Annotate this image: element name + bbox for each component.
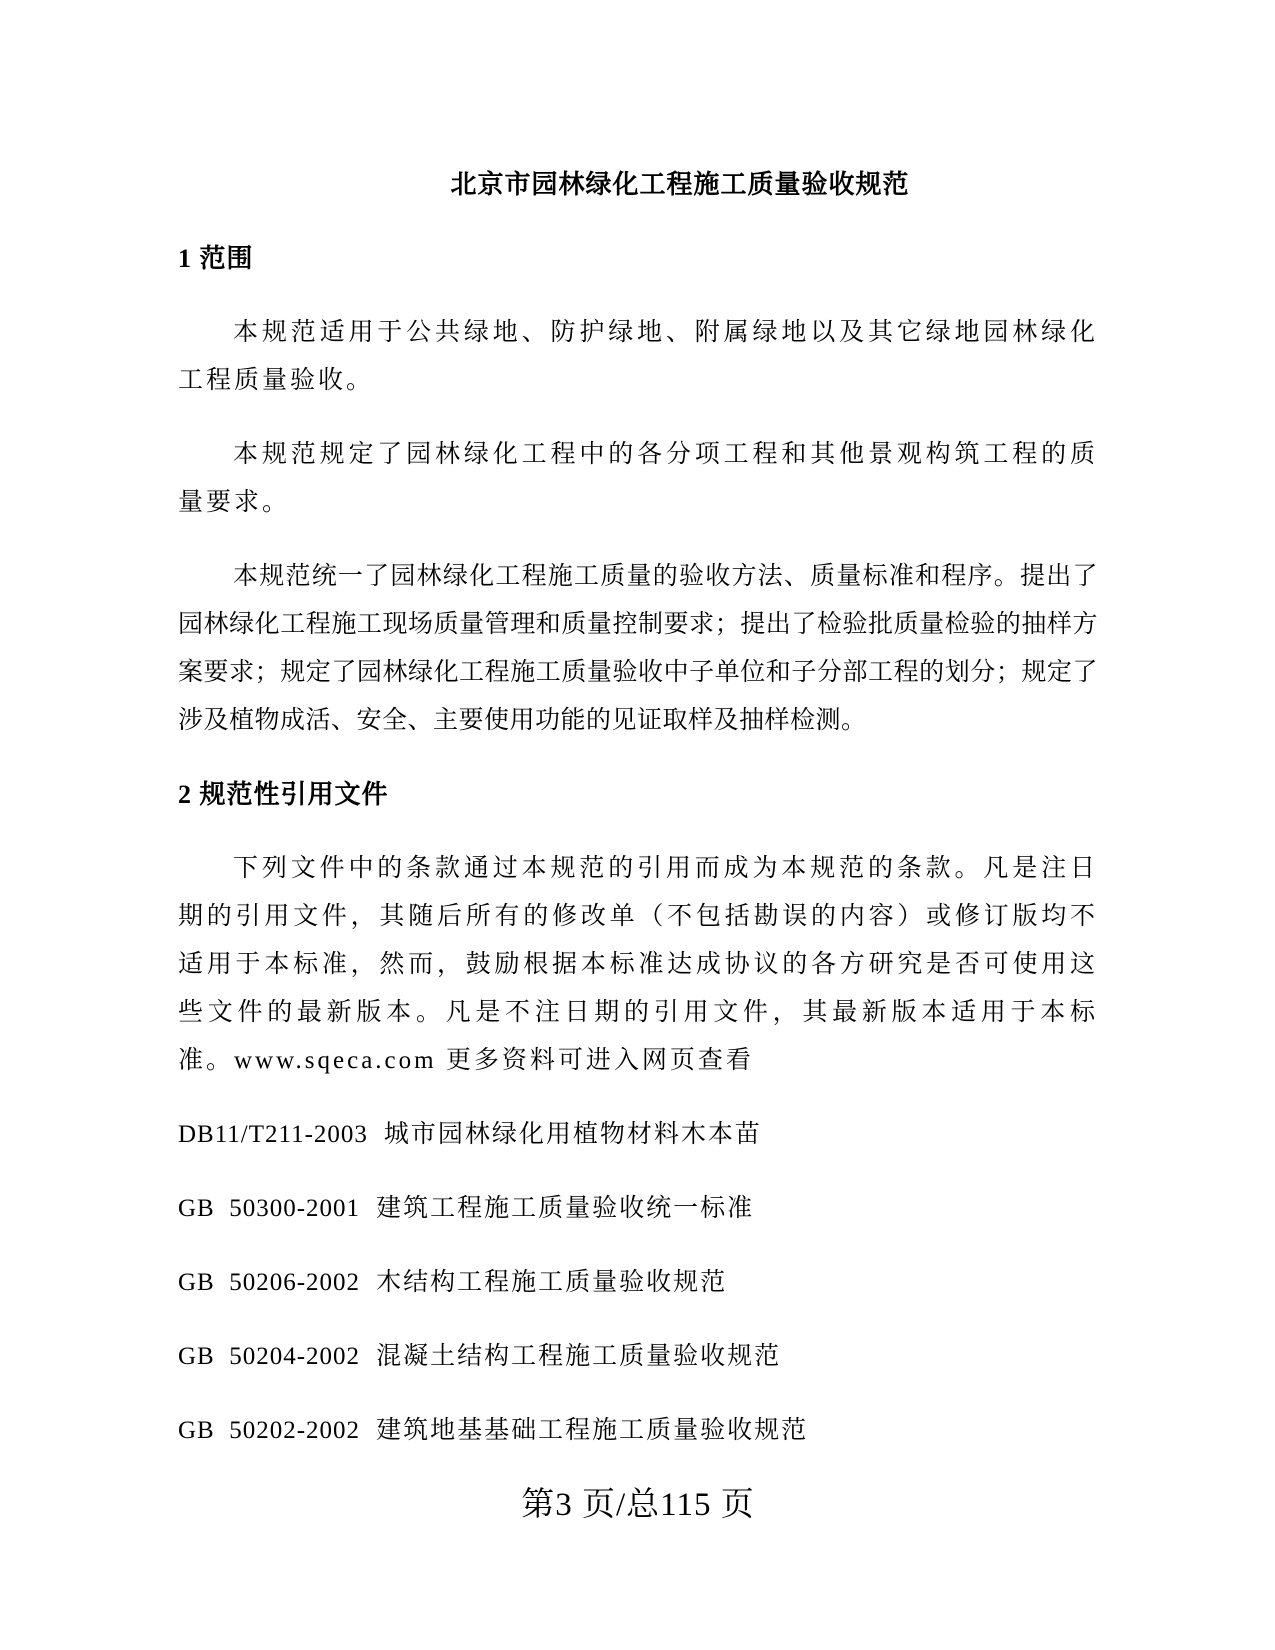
reference-title: 木结构工程施工质量验收规范 (376, 1269, 728, 1296)
paragraph: 本规范统一了园林绿化工程施工质量的验收方法、质量标准和程序。提出了园林绿化工程施工现场质量管理和质量控制要求；提出了检验批质量检验的抽样方案要求；规定了园林绿化工程施工质量验收中子单位和子分部工程的划分；规定了涉及植物成活、安全、主要使用功能的见证取样及抽样检测。 (178, 563, 1098, 734)
reference-item (178, 1333, 1098, 1381)
section-heading-references: 2 规范性引用文件 (178, 780, 389, 809)
reference-title: 建筑地基基础工程施工质量验收规范 (376, 1417, 809, 1444)
reference-title: 城市园林绿化用植物材料木本苗 (383, 1121, 762, 1148)
page-number-indicator: 第3 页/总115 页 (521, 1487, 755, 1523)
section-normative-references (178, 771, 1098, 1455)
reference-code: GB 50300-2001 (178, 1195, 361, 1222)
paragraph: 本规范适用于公共绿地、防护绿地、附属绿地以及其它绿地园林绿化工程质量验收。 (178, 319, 1098, 394)
reference-item (178, 1185, 1098, 1233)
reference-code: GB 50204-2002 (178, 1343, 361, 1370)
reference-code: GB 50202-2002 (178, 1417, 361, 1444)
document-title: 北京市园林绿化工程施工质量验收规范 (450, 170, 910, 199)
paragraph: 下列文件中的条款通过本规范的引用而成为本规范的条款。凡是注日期的引用文件，其随后所有的修改单（不包括勘误的内容）或修订版均不适用于本标准，然而，鼓励根据本标准达成协议的各方研究是否可使用这些文件的最新版本。凡是不注日期的引用文件，其最新版本适用于本标准。www.sqeca.com 更多资料可进入网页查看 (178, 855, 1098, 1074)
reference-code: DB11/T211-2003 (178, 1121, 368, 1148)
reference-title: 混凝土结构工程施工质量验收规范 (376, 1343, 782, 1370)
paragraph: 本规范规定了园林绿化工程中的各分项工程和其他景观构筑工程的质量要求。 (178, 441, 1098, 516)
section-scope (178, 235, 1098, 745)
reference-title: 建筑工程施工质量验收统一标准 (376, 1195, 755, 1222)
reference-code: GB 50206-2002 (178, 1269, 361, 1296)
reference-item (178, 1111, 1098, 1159)
reference-item (178, 1407, 1098, 1455)
reference-item (178, 1259, 1098, 1307)
section-heading-scope: 1 范围 (178, 244, 254, 273)
